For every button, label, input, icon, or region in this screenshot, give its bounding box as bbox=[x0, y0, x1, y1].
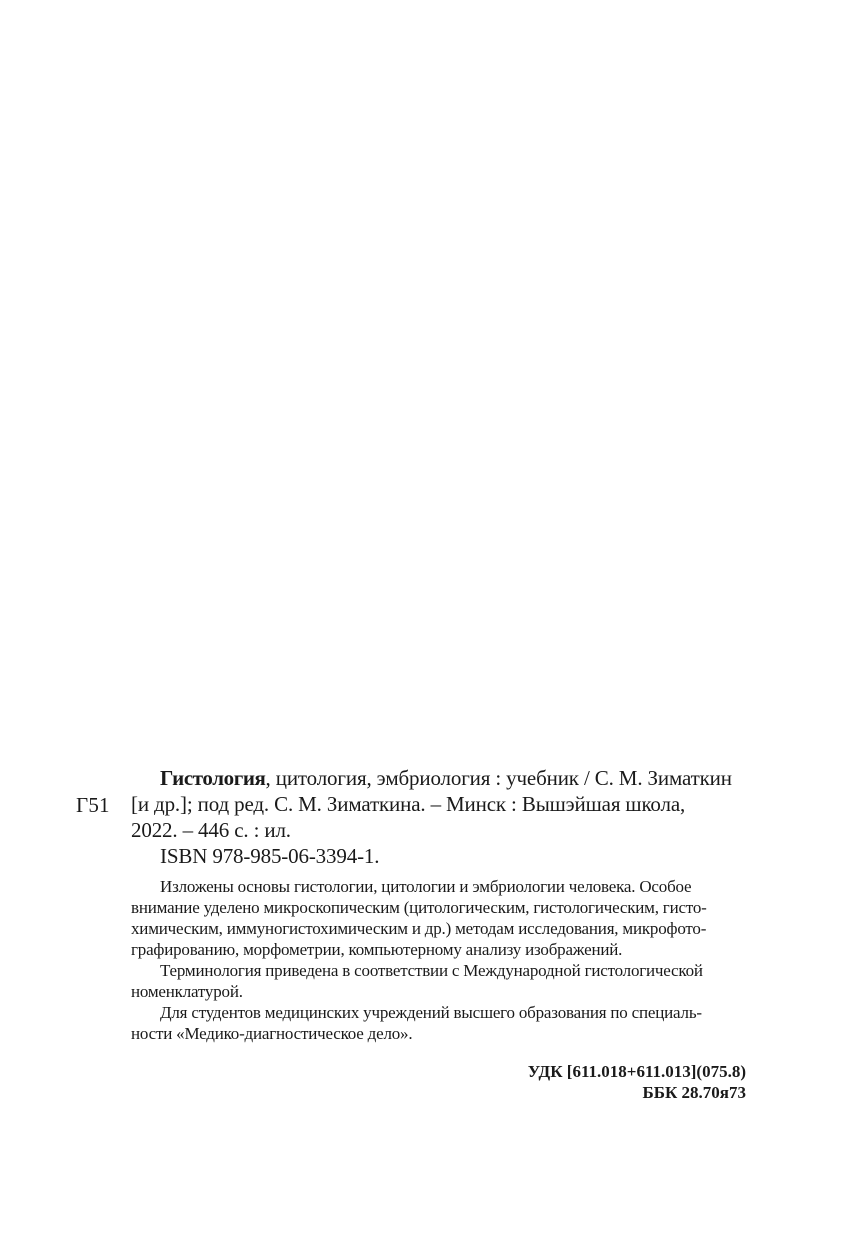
biblio-line-2: [и др.]; под ред. С. М. Зиматкина. – Минск : Вышэйшая школа, bbox=[131, 792, 686, 816]
bbk-code: ББК 28.70я73 bbox=[642, 1083, 746, 1102]
udk-code: УДК [611.018+611.013](075.8) bbox=[527, 1062, 746, 1081]
bibliographic-description bbox=[131, 765, 751, 869]
annotation-line: внимание уделено микроскопическим (цитологическим, гистологическим, гисто- bbox=[131, 898, 707, 917]
annotation bbox=[131, 876, 751, 1044]
isbn: ISBN 978-985-06-3394-1. bbox=[160, 844, 380, 868]
biblio-line-3: 2022. – 446 с. : ил. bbox=[131, 818, 291, 842]
annotation-line: химическим, иммуногистохимическим и др.) методам исследования, микрофото- bbox=[131, 919, 707, 938]
book-title: Гистология bbox=[160, 766, 266, 790]
annotation-line: Терминология приведена в соответствии с Международной гистологической bbox=[160, 961, 703, 980]
classification-codes bbox=[528, 1061, 746, 1103]
biblio-line-1-rest: , цитология, эмбриология : учебник / С. М. Зиматкин bbox=[265, 766, 732, 790]
annotation-line: номенклатурой. bbox=[131, 982, 243, 1001]
annotation-line: Для студентов медицинских учреждений высшего образования по специаль- bbox=[160, 1003, 702, 1022]
biblio-line-1 bbox=[131, 765, 751, 791]
annotation-line: Изложены основы гистологии, цитологии и эмбриологии человека. Особое bbox=[160, 877, 692, 896]
annotation-line: графированию, морфометрии, компьютерному анализу изображений. bbox=[131, 940, 623, 959]
record-code: Г51 bbox=[76, 793, 110, 817]
annotation-line: ности «Медико-диагностическое дело». bbox=[131, 1024, 413, 1043]
